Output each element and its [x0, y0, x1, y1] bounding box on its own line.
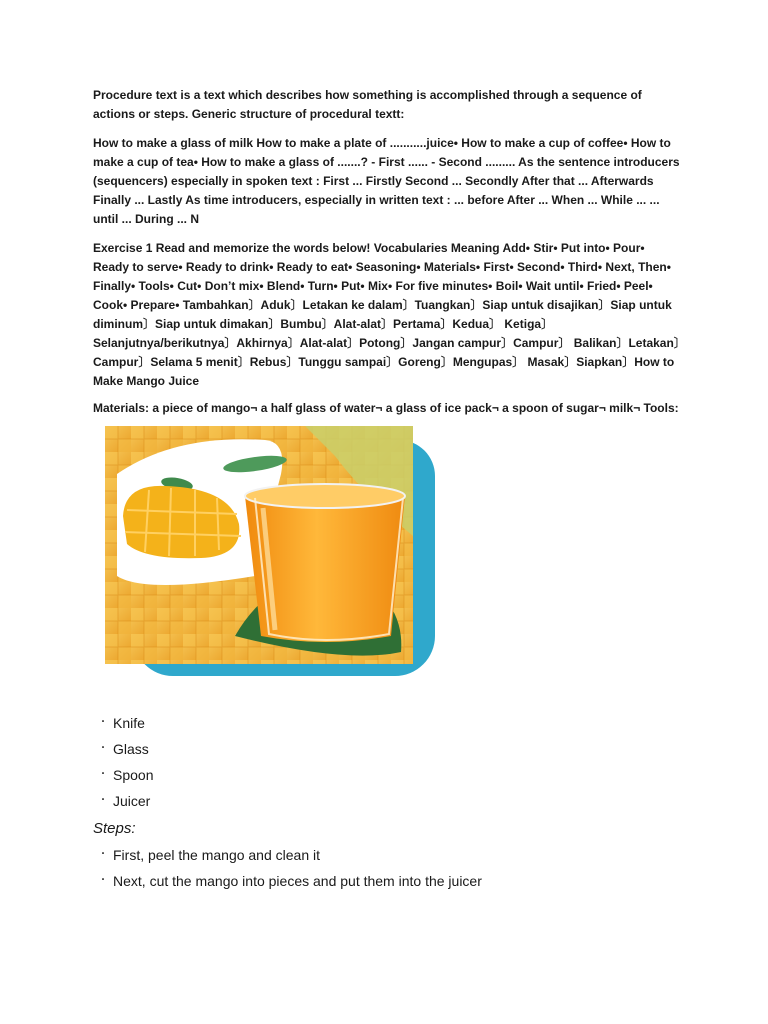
step-text: Next, cut the mango into pieces and put them into the juicer: [113, 873, 482, 889]
list-item: [93, 736, 683, 762]
list-item: [93, 762, 683, 788]
bullet-icon: ・: [98, 743, 108, 754]
list-item: [93, 868, 683, 894]
list-item: [93, 710, 683, 736]
tool-label: Juicer: [113, 793, 151, 809]
bullet-icon: ・: [98, 795, 108, 806]
tool-label: Glass: [113, 741, 149, 757]
tools-list: [93, 710, 683, 814]
list-item: [93, 788, 683, 814]
intro-paragraph: Procedure text is a text which describes how something is accomplished through a sequence of actions or steps. Generic structure of procedural textt:: [93, 88, 642, 121]
bullet-icon: ・: [98, 875, 108, 886]
tool-label: Spoon: [113, 767, 154, 783]
step-text: First, peel the mango and clean it: [113, 847, 321, 863]
bullet-icon: ・: [98, 769, 108, 780]
steps-heading: Steps:: [93, 820, 136, 837]
bullet-icon: ・: [98, 717, 108, 728]
bullet-icon: ・: [98, 849, 108, 860]
tool-label: Knife: [113, 715, 145, 731]
materials-paragraph: Materials: a piece of mango¬ a half glass of water¬ a glass of ice pack¬ a spoon of sugar¬ milk¬ Tools:: [93, 401, 679, 415]
document-page: [93, 86, 683, 894]
steps-list: [93, 842, 683, 894]
exercise-paragraph: Exercise 1 Read and memorize the words below! Vocabularies Meaning Add• Stir• Put into• Pour• Ready to serve• Ready to drink• Ready to eat• Seasoning• Materials• First• Second• Third• Next, Then• Finally• Tools• Cut• Don’t mix• Blend• Turn• Put• Mix• For five minutes• Boil• Wait until• Fried• Peel• Cook• Prepare• Tambahkan〕Aduk〕Letakan ke dalam〕Tuangkan〕Siap untuk disajikan〕Siap untuk diminum〕Siap untuk dimakan〕Bumbu〕Alat-alat〕Pertama〕Kedua〕 Ketiga〕Selanjutnya/berikutnya〕Akhirnya〕Alat-alat〕Potong〕Jangan campur〕Campur〕 Balikan〕Letakan〕Campur〕Selama 5 menit〕Rebus〕Tunggu sampai〕Goreng〕Mengupas〕 Masak〕Siapkan〕How to Make Mango Juice: [93, 241, 680, 388]
mango-juice-photo: [105, 426, 435, 688]
list-item: [93, 842, 683, 868]
photo-image: [105, 426, 413, 664]
examples-paragraph: How to make a glass of milk How to make a plate of ...........juice• How to make a cup of coffee• How to make a cup of tea• How to make a glass of .......? - First ...... - Second ......... As the sentence introducers (sequencers) especially in spoken text : First ... Firstly Second ... Secondly After that ... Afterwards Finally ... Lastly As time introducers, especially in written text : ... before After ... When ... While ... ... until ... During ... N: [93, 136, 680, 226]
